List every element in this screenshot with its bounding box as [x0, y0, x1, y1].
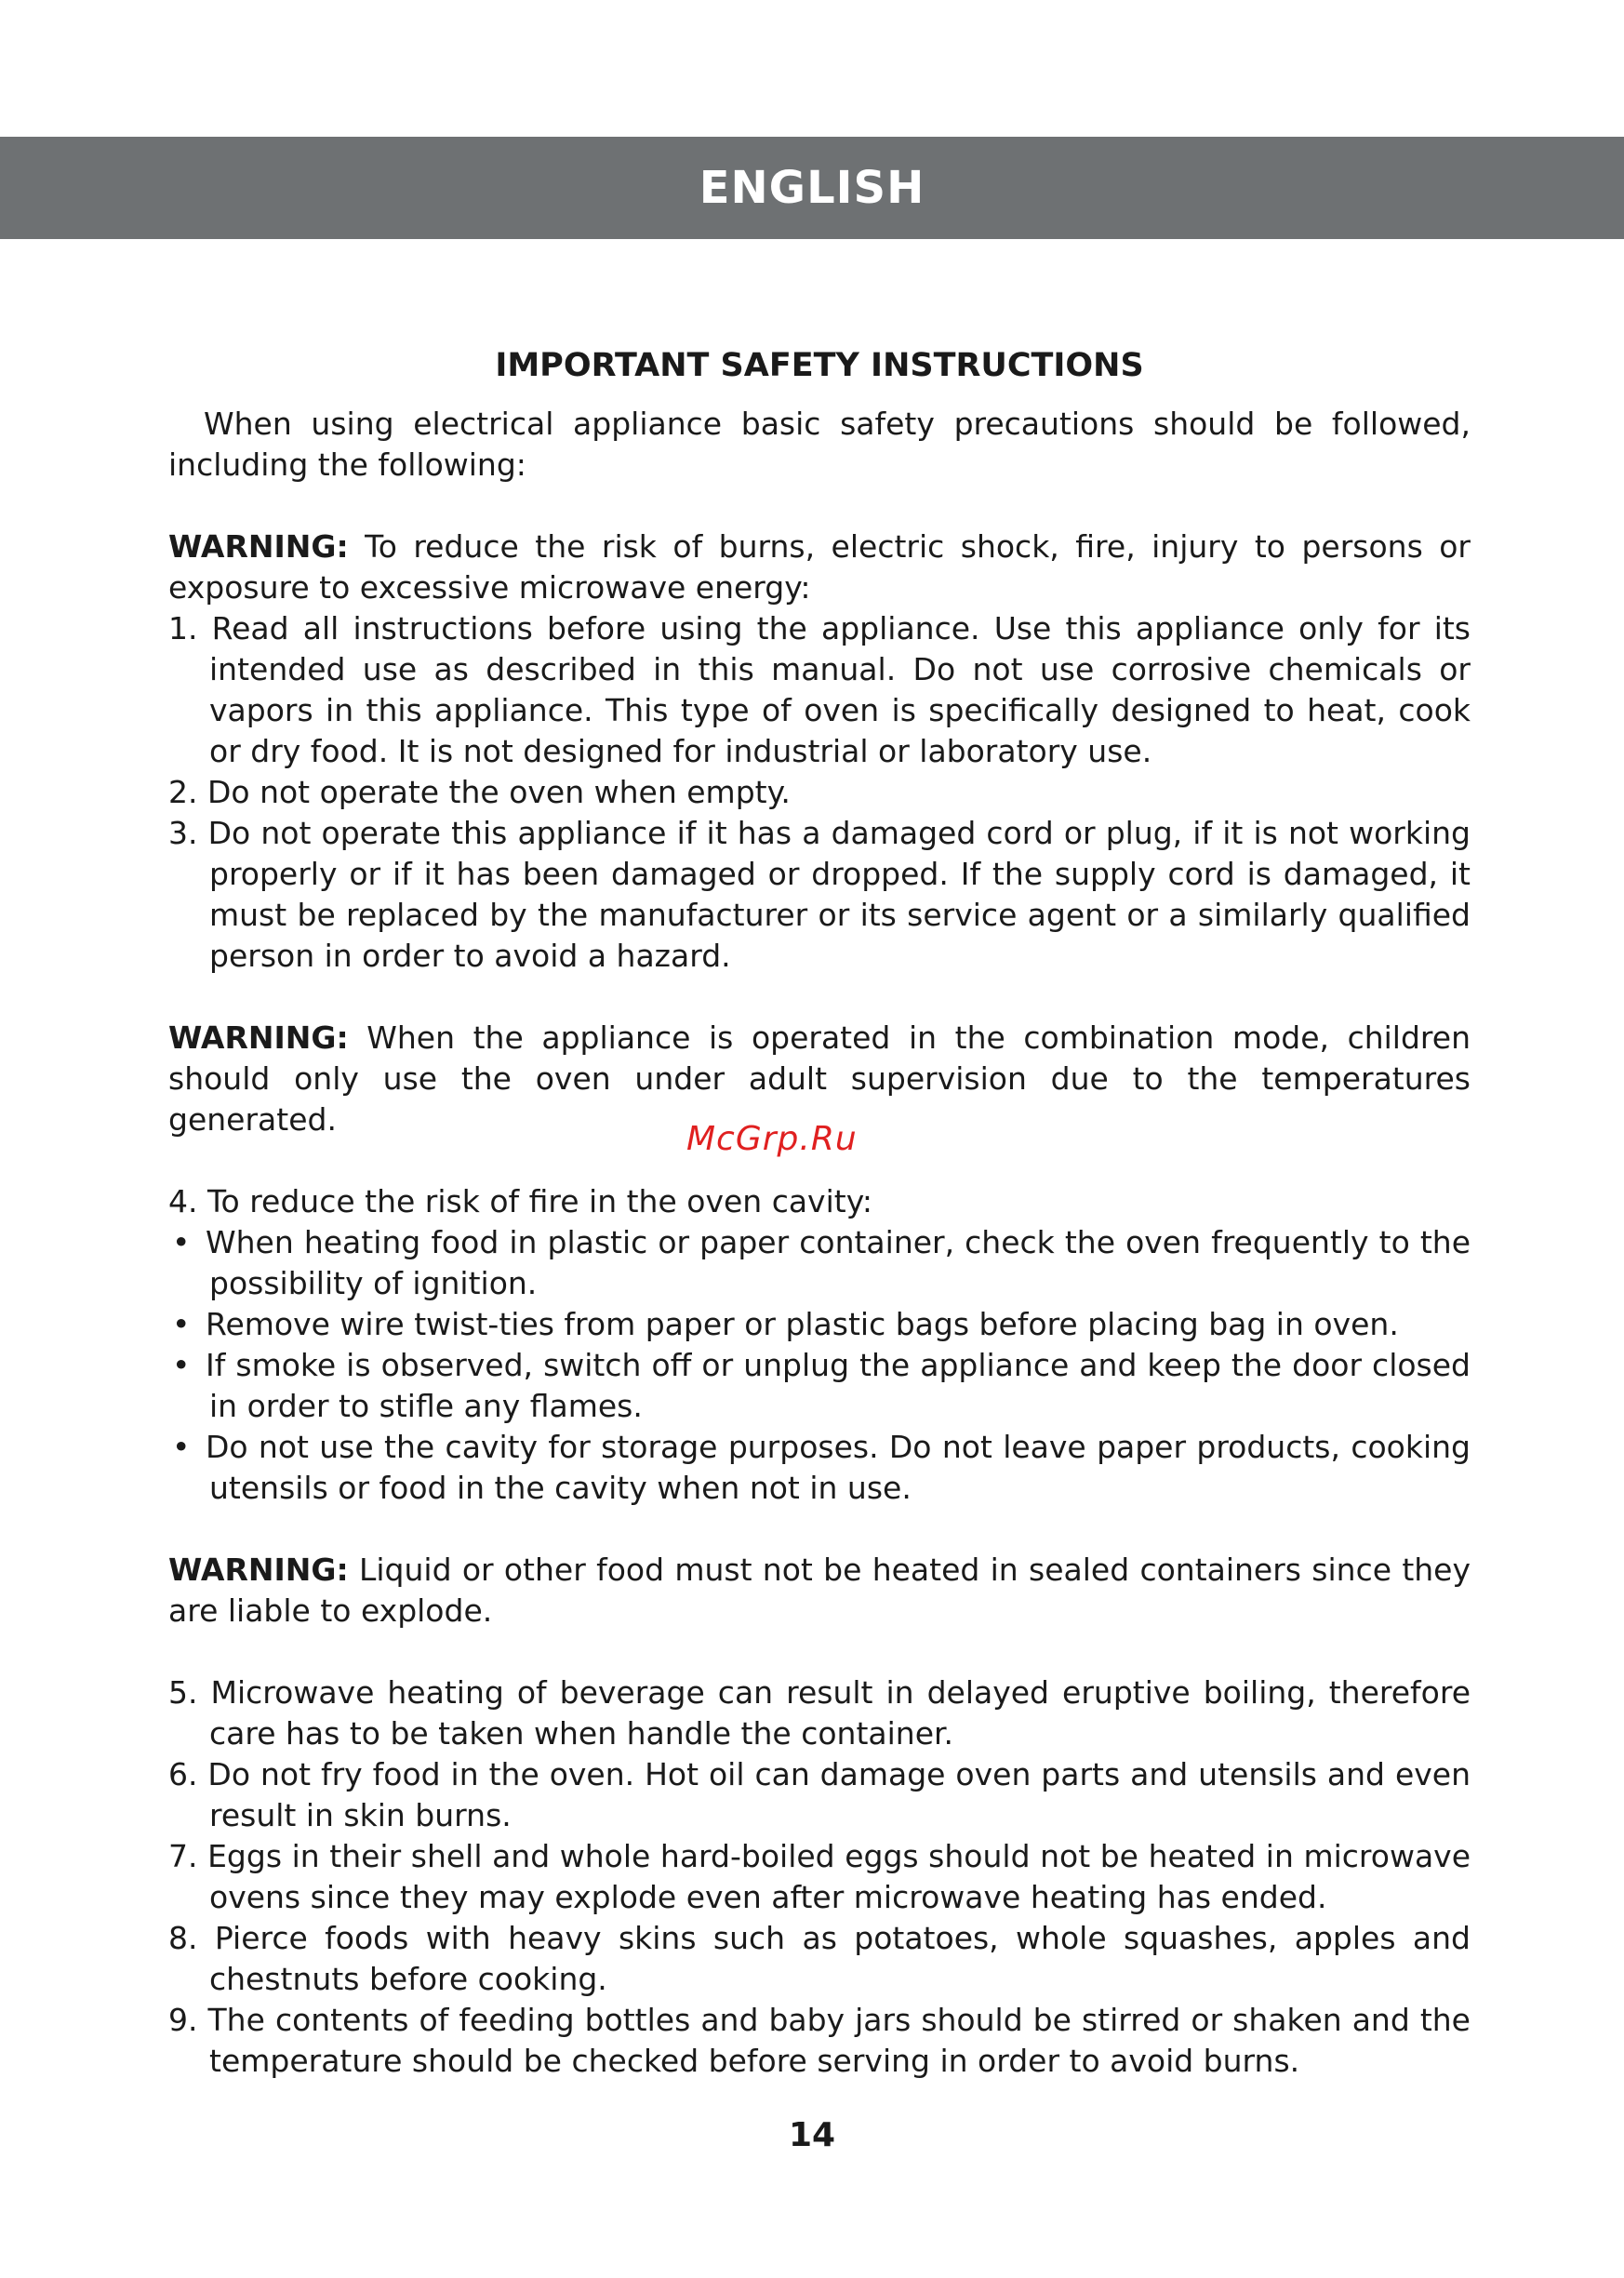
list-item-5: 5. Microwave heating of beverage can result in delayed eruptive boiling, therefore care has to be taken when handle the container. — [168, 1674, 1471, 1752]
warning-3-text: Liquid or other food must not be heated in sealed containers since they are liable to explode. — [168, 1552, 1471, 1629]
banner-title: ENGLISH — [699, 162, 925, 214]
list-item-6: 6. Do not fry food in the oven. Hot oil can damage oven parts and utensils and even result in skin burns. — [168, 1756, 1471, 1833]
section-title: IMPORTANT SAFETY INSTRUCTIONS — [495, 347, 1144, 384]
warning-2-text: When the appliance is operated in the combination mode, children should only use the oven under adult supervision due to the temperatures generated. — [168, 1019, 1471, 1138]
bullet-item-3: • If smoke is observed, switch off or unplug the appliance and keep the door closed in order to stifle any flames. — [168, 1345, 1471, 1427]
bullet-icon: • — [172, 1224, 191, 1260]
bullet-icon: • — [172, 1347, 191, 1383]
bullet-item-2: • Remove wire twist-ties from paper or plastic bags before placing bag in oven. — [168, 1304, 1471, 1345]
bullet-icon: • — [172, 1306, 191, 1342]
warning-3 — [168, 1550, 1471, 1632]
bullet-icon: • — [172, 1429, 191, 1465]
list-item-3: 3. Do not operate this appliance if it has a damaged cord or plug, if it is not working properly or if it has been damaged or dropped. If the supply cord is damaged, it must be replaced by the manufacturer or its service agent or a similarly qualified person in order to avoid a hazard. — [168, 815, 1471, 974]
safety-content — [168, 344, 1471, 2082]
list-item-9: 9. The contents of feeding bottles and baby jars should be stirred or shaken and the temperature should be checked before serving in order to avoid burns. — [168, 2002, 1471, 2079]
list-item-7: 7. Eggs in their shell and whole hard-boiled eggs should not be heated in microwave ovens since they may explode even after microwave heating has ended. — [168, 1838, 1471, 1915]
list-item-8: 8. Pierce foods with heavy skins such as potatoes, whole squashes, apples and chestnuts before cooking. — [168, 1920, 1471, 1997]
language-banner — [0, 137, 1624, 239]
intro-paragraph: When using electrical appliance basic safety precautions should be followed, including the following: — [168, 406, 1471, 483]
bullet-item-1: • When heating food in plastic or paper container, check the oven frequently to the possibility of ignition. — [168, 1222, 1471, 1304]
watermark: McGrp.Ru — [686, 1120, 858, 1158]
list-item-1: 1. Read all instructions before using the appliance. Use this appliance only for its intended use as described in this manual. Do not use corrosive chemicals or vapors in this appliance. This type of oven is specifically designed to heat, cook or dry food. It is not designed for industrial or laboratory use. — [168, 610, 1471, 769]
bullet-item-4: • Do not use the cavity for storage purposes. Do not leave paper products, cooking utensils or food in the cavity when not in use. — [168, 1427, 1471, 1509]
warning-label: WARNING: — [168, 1552, 349, 1588]
list-item-2: 2. Do not operate the oven when empty. — [168, 774, 791, 810]
page-number: 14 — [788, 2116, 836, 2154]
warning-label: WARNING: — [168, 1019, 349, 1056]
list-item-4: 4. To reduce the risk of fire in the oven cavity: — [168, 1183, 872, 1219]
warning-label: WARNING: — [168, 528, 349, 565]
warning-1 — [168, 526, 1471, 608]
warning-1-text: To reduce the risk of burns, electric shock, fire, injury to persons or exposure to excessive microwave energy: — [168, 528, 1471, 606]
